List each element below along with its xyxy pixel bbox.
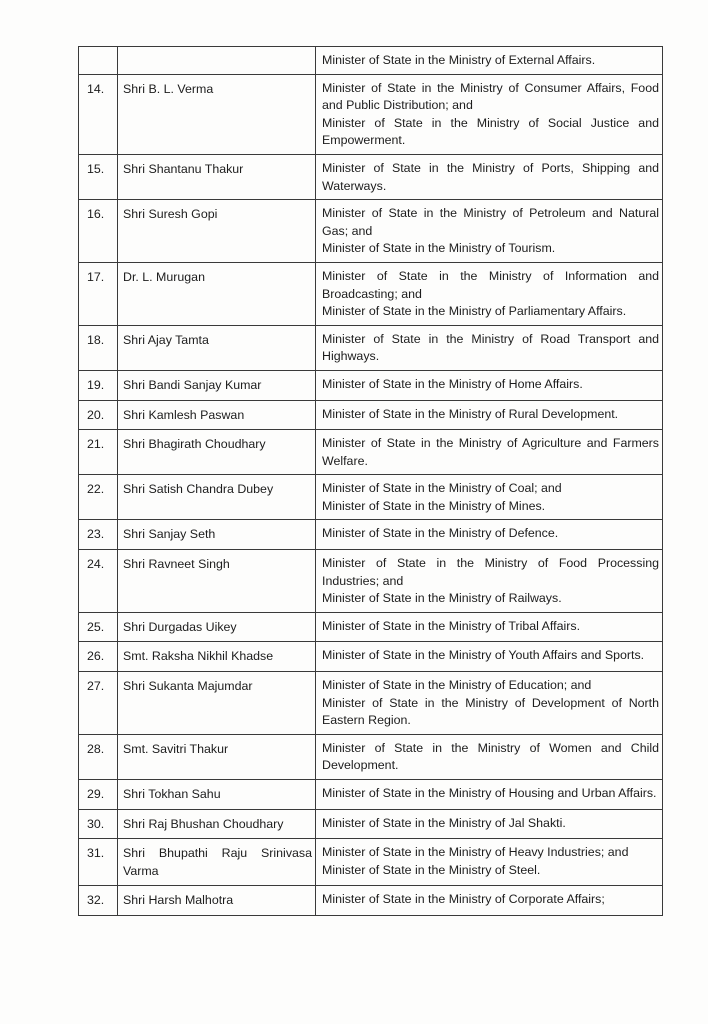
table-row xyxy=(79,520,663,550)
portfolio-cell xyxy=(316,370,663,400)
serial-number-cell xyxy=(79,734,118,779)
serial-number-cell xyxy=(79,612,118,642)
minister-name-cell xyxy=(118,200,316,263)
minister-name-cell xyxy=(118,262,316,325)
serial-number: 19. xyxy=(87,377,105,392)
portfolio-line: Minister of State in the Ministry of Social Justice and Empowerment. xyxy=(322,115,659,148)
minister-name-cell xyxy=(118,839,316,886)
minister-name: Shri Sukanta Majumdar xyxy=(123,679,253,694)
minister-name: Shri Harsh Malhotra xyxy=(123,893,234,908)
serial-number-cell xyxy=(79,325,118,370)
serial-number: 32. xyxy=(87,893,105,908)
minister-name-cell xyxy=(118,74,316,154)
serial-number-cell xyxy=(79,262,118,325)
serial-number-cell xyxy=(79,839,118,886)
minister-name: Shri Bhagirath Choudhary xyxy=(123,437,266,452)
minister-name-cell xyxy=(118,520,316,550)
portfolio-line: Minister of State in the Ministry of Parliamentary Affairs. xyxy=(322,304,627,319)
serial-number: 25. xyxy=(87,619,105,634)
portfolio-line: Minister of State in the Ministry of Corporate Affairs; xyxy=(322,892,605,907)
minister-name: Shri Kamlesh Paswan xyxy=(123,407,245,422)
serial-number: 26. xyxy=(87,649,105,664)
portfolio-line: Minister of State in the Ministry of Home Affairs. xyxy=(322,376,583,391)
portfolio-cell xyxy=(316,325,663,370)
portfolio-line: Minister of State in the Ministry of Tribal Affairs. xyxy=(322,618,581,633)
portfolio-line: Minister of State in the Ministry of Defence. xyxy=(322,526,559,541)
table-row xyxy=(79,642,663,672)
portfolio-line: Minister of State in the Ministry of Tourism. xyxy=(322,241,556,256)
minister-name-cell xyxy=(118,430,316,475)
minister-name-cell xyxy=(118,47,316,75)
ministers-table xyxy=(78,46,663,916)
minister-name: Smt. Savitri Thakur xyxy=(123,741,229,756)
portfolio-line: Minister of State in the Ministry of Ports, Shipping and Waterways. xyxy=(322,160,659,193)
table-row xyxy=(79,839,663,886)
minister-name-cell xyxy=(118,325,316,370)
table-row xyxy=(79,612,663,642)
minister-name-cell xyxy=(118,780,316,810)
portfolio-line: Minister of State in the Ministry of Consumer Affairs, Food and Public Distribution; and xyxy=(322,80,659,113)
portfolio-cell xyxy=(316,612,663,642)
minister-name-cell xyxy=(118,642,316,672)
minister-name: Shri Ravneet Singh xyxy=(123,557,230,572)
minister-name: Shri Durgadas Uikey xyxy=(123,619,237,634)
serial-number-cell xyxy=(79,370,118,400)
minister-name-cell xyxy=(118,550,316,613)
minister-name: Shri Suresh Gopi xyxy=(123,207,218,222)
serial-number: 20. xyxy=(87,407,105,422)
table-row xyxy=(79,886,663,916)
portfolio-line: Minister of State in the Ministry of Coal; and xyxy=(322,481,562,496)
serial-number: 17. xyxy=(87,269,105,284)
minister-name: Shri Tokhan Sahu xyxy=(123,787,221,801)
minister-name xyxy=(118,47,315,58)
portfolio-line: Minister of State in the Ministry of Education; and xyxy=(322,678,592,693)
portfolio-line: Minister of State in the Ministry of Road Transport and Highways. xyxy=(322,331,659,364)
portfolio-cell xyxy=(316,262,663,325)
serial-number: 21. xyxy=(87,437,105,452)
table-row xyxy=(79,200,663,263)
portfolio-cell xyxy=(316,839,663,886)
serial-number: 29. xyxy=(87,787,105,801)
portfolio-cell xyxy=(316,886,663,916)
minister-name: Shri Bandi Sanjay Kumar xyxy=(123,377,262,392)
serial-number-cell xyxy=(79,400,118,430)
table-row xyxy=(79,672,663,735)
serial-number-cell xyxy=(79,200,118,263)
ministers-table-body xyxy=(79,47,663,916)
minister-name: Shri Bhupathi Raju Srinivasa Varma xyxy=(123,846,312,878)
serial-number: 14. xyxy=(87,81,105,96)
serial-number-cell xyxy=(79,475,118,520)
serial-number-cell xyxy=(79,642,118,672)
portfolio-line: Minister of State in the Ministry of External Affairs. xyxy=(322,53,596,67)
minister-name-cell xyxy=(118,475,316,520)
portfolio-line: Minister of State in the Ministry of Railways. xyxy=(322,591,562,606)
minister-name-cell xyxy=(118,886,316,916)
portfolio-line: Minister of State in the Ministry of Information and Broadcasting; and xyxy=(322,268,659,301)
serial-number: 16. xyxy=(87,207,105,222)
minister-name-cell xyxy=(118,612,316,642)
minister-name: Shri Shantanu Thakur xyxy=(123,161,244,176)
table-row xyxy=(79,809,663,839)
serial-number-cell xyxy=(79,886,118,916)
minister-name-cell xyxy=(118,809,316,839)
serial-number-cell xyxy=(79,520,118,550)
portfolio-line: Minister of State in the Ministry of Food Processing Industries; and xyxy=(322,556,659,588)
portfolio-cell xyxy=(316,400,663,430)
serial-number-cell xyxy=(79,47,118,75)
serial-number-cell xyxy=(79,809,118,839)
portfolio-line: Minister of State in the Ministry of Steel. xyxy=(322,862,541,877)
portfolio-line: Minister of State in the Ministry of Jal Shakti. xyxy=(322,815,566,830)
table-row xyxy=(79,262,663,325)
portfolio-cell xyxy=(316,154,663,199)
serial-number-cell xyxy=(79,550,118,613)
serial-number xyxy=(79,47,117,58)
portfolio-cell xyxy=(316,74,663,154)
table-row xyxy=(79,400,663,430)
portfolio-line: Minister of State in the Ministry of Development of North Eastern Region. xyxy=(322,695,659,728)
portfolio-line: Minister of State in the Ministry of Youth Affairs and Sports. xyxy=(322,648,645,663)
serial-number: 28. xyxy=(87,741,105,756)
serial-number-cell xyxy=(79,780,118,810)
portfolio-cell xyxy=(316,200,663,263)
minister-name: Dr. L. Murugan xyxy=(123,269,205,284)
portfolio-cell xyxy=(316,550,663,613)
serial-number: 30. xyxy=(87,816,105,831)
minister-name-cell xyxy=(118,672,316,735)
minister-name-cell xyxy=(118,734,316,779)
portfolio-line: Minister of State in the Ministry of Mines. xyxy=(322,498,546,513)
table-row xyxy=(79,154,663,199)
table-row xyxy=(79,475,663,520)
serial-number: 24. xyxy=(87,557,105,572)
serial-number-cell xyxy=(79,74,118,154)
minister-name: Shri Sanjay Seth xyxy=(123,527,216,542)
portfolio-cell xyxy=(316,430,663,475)
serial-number: 18. xyxy=(87,332,105,347)
minister-name-cell xyxy=(118,370,316,400)
table-row xyxy=(79,734,663,779)
portfolio-line: Minister of State in the Ministry of Agriculture and Farmers Welfare. xyxy=(322,436,659,468)
portfolio-cell xyxy=(316,734,663,779)
serial-number: 15. xyxy=(87,161,105,176)
table-row xyxy=(79,325,663,370)
minister-name-cell xyxy=(118,400,316,430)
table-row xyxy=(79,74,663,154)
serial-number-cell xyxy=(79,672,118,735)
table-row xyxy=(79,430,663,475)
portfolio-cell xyxy=(316,672,663,735)
portfolio-cell xyxy=(316,475,663,520)
serial-number-cell xyxy=(79,430,118,475)
minister-name: Shri B. L. Verma xyxy=(123,81,214,96)
table-row xyxy=(79,780,663,810)
minister-name-cell xyxy=(118,154,316,199)
portfolio-line: Minister of State in the Ministry of Rural Development. xyxy=(322,406,619,421)
minister-name: Shri Ajay Tamta xyxy=(123,332,209,347)
minister-name: Shri Satish Chandra Dubey xyxy=(123,482,274,497)
portfolio-cell xyxy=(316,780,663,810)
portfolio-cell xyxy=(316,642,663,672)
portfolio-line: Minister of State in the Ministry of Petroleum and Natural Gas; and xyxy=(322,206,659,238)
portfolio-line: Minister of State in the Ministry of Heavy Industries; and xyxy=(322,845,629,860)
serial-number-cell xyxy=(79,154,118,199)
serial-number: 27. xyxy=(87,679,105,694)
serial-number: 23. xyxy=(87,527,105,542)
serial-number: 31. xyxy=(87,846,105,861)
minister-name: Shri Raj Bhushan Choudhary xyxy=(123,816,284,831)
portfolio-line: Minister of State in the Ministry of Women and Child Development. xyxy=(322,740,659,773)
portfolio-cell xyxy=(316,809,663,839)
minister-name: Smt. Raksha Nikhil Khadse xyxy=(123,649,274,664)
serial-number: 22. xyxy=(87,482,105,497)
portfolio-cell xyxy=(316,520,663,550)
table-row xyxy=(79,47,663,75)
portfolio-line: Minister of State in the Ministry of Housing and Urban Affairs. xyxy=(322,786,657,800)
table-row xyxy=(79,370,663,400)
table-row xyxy=(79,550,663,613)
portfolio-cell xyxy=(316,47,663,75)
